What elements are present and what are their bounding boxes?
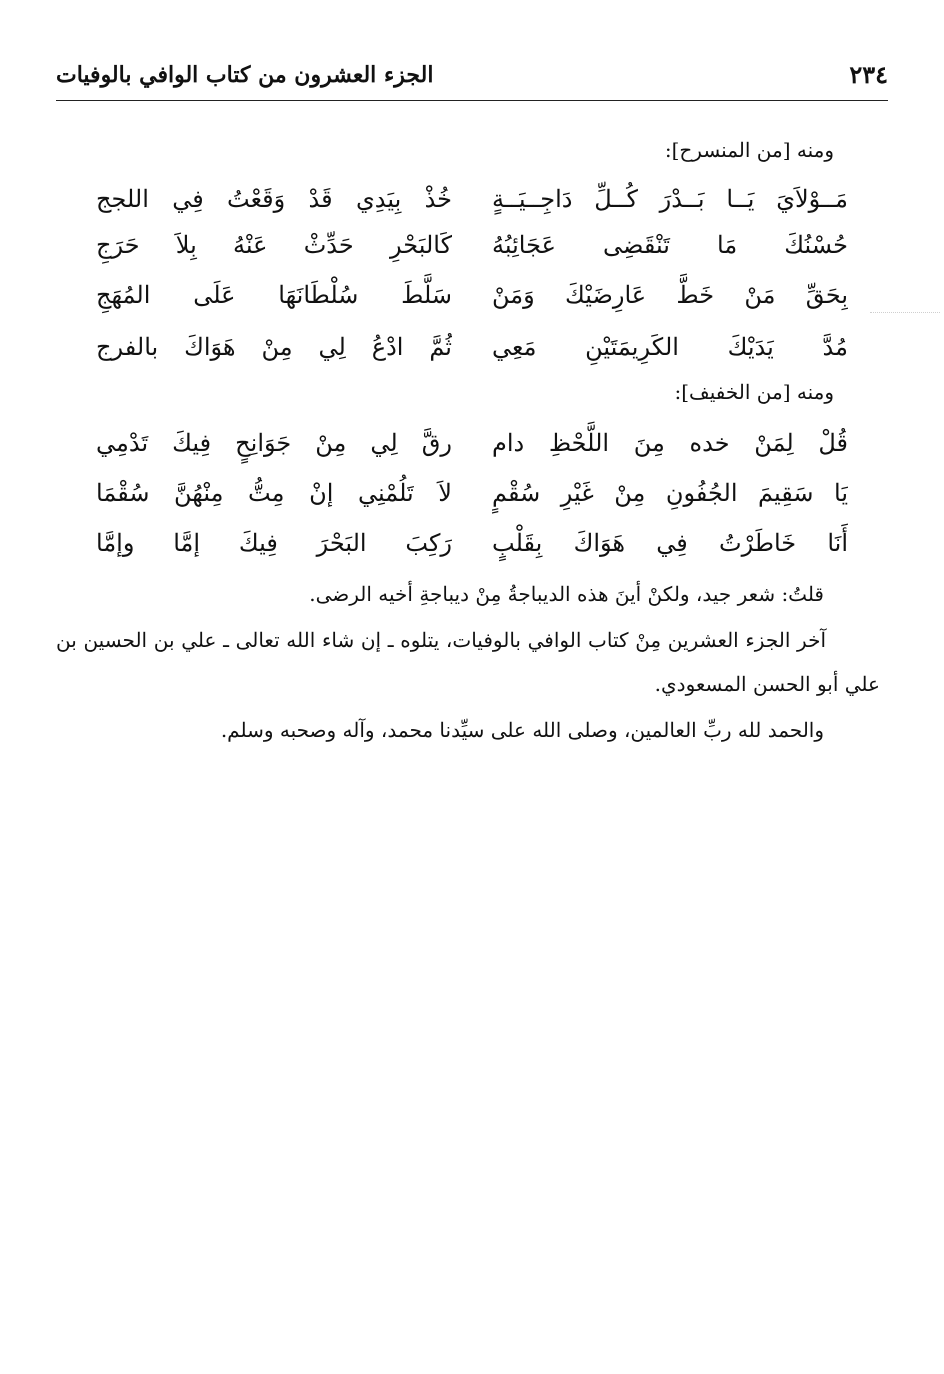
verse-line: [96, 420, 848, 466]
colophon-paragraph: آخر الجزء العشرين مِنْ كتاب الوافي بالوفيات، يتلوه ـ إن شاء الله تعالى ـ علي بن الحسين بن علي أبو الحسن المسعودي.: [56, 628, 880, 696]
verse-second-hemistich: خُذْ بِيَدِي قَدْ وَقَعْتُ فِي اللجج: [96, 185, 452, 213]
verse-first-hemistich: مُدَّ يَدَيْكَ الكَرِيمَتَيْنِ مَعِي: [492, 333, 848, 361]
scan-speck: [870, 312, 940, 313]
meter-label-munsarih: ومنه [من المنسرح]:: [664, 138, 834, 162]
closing-doxology: والحمد لله ربِّ العالمين، وصلى الله على سيِّدنا محمد، وآله وصحبه وسلم.: [220, 718, 824, 742]
verse-second-hemistich: كَالبَحْرِ حَدِّثْ عَنْهُ بِلاَ حَرَجِ: [96, 231, 452, 259]
verse-line: [96, 470, 848, 516]
verse-first-hemistich: قُلْ لِمَنْ خده مِنَ اللَّحْظِ دام: [492, 429, 848, 457]
verse-second-hemistich: لاَ تَلُمْنِي إنْ مِتُّ مِنْهُنَّ سُقْمَا: [96, 479, 452, 507]
verse-second-hemistich: سَلَّطَ سُلْطَانَهَا عَلَى المُهَجِ: [96, 281, 452, 309]
verse-second-hemistich: رقَّ لِي مِنْ جَوَانِحٍ فِيكَ تَدْمِي: [96, 429, 452, 457]
verse-first-hemistich: بِحَقِّ مَنْ خَطَّ عَارِضَيْكَ وَمَنْ: [492, 281, 848, 309]
verse-second-hemistich: رَكِبَ البَحْرَ فِيكَ إمَّا وإمَّا: [96, 529, 452, 557]
verse-first-hemistich: أَنَا خَاطَرْتُ فِي هَوَاكَ بِقَلْبٍ: [492, 529, 848, 557]
verse-second-hemistich: ثُمَّ ادْعُ لِي مِنْ هَوَاكَ بالفرج: [96, 333, 452, 361]
author-note: قلتُ: شعر جيد، ولكنْ أينَ هذه الديباجةُ مِنْ ديباجةِ أخيه الرضى.: [309, 582, 824, 606]
page-number: ٢٣٤: [849, 60, 888, 89]
running-title: الجزء العشرون من كتاب الوافي بالوفيات: [56, 62, 434, 88]
verse-line: [96, 272, 848, 318]
verse-line: [96, 222, 848, 268]
verse-line: [96, 324, 848, 370]
page-header: [56, 52, 888, 96]
verse-line: [96, 176, 848, 222]
verse-first-hemistich: حُسْنُكَ مَا تَنْقَضِى عَجَائِبُهُ: [492, 231, 848, 259]
verse-first-hemistich: يَا سَقِيمَ الجُفُونِ مِنْ غَيْرِ سُقْمٍ: [492, 479, 848, 507]
meter-label-khafif: ومنه [من الخفيف]:: [674, 380, 834, 404]
verse-first-hemistich: مَــوْلاَيَ يَــا بَــدْرَ كُــلِّ دَاجِــيَــةٍ: [492, 185, 848, 213]
verse-line: [96, 520, 848, 566]
header-rule: [56, 100, 888, 101]
